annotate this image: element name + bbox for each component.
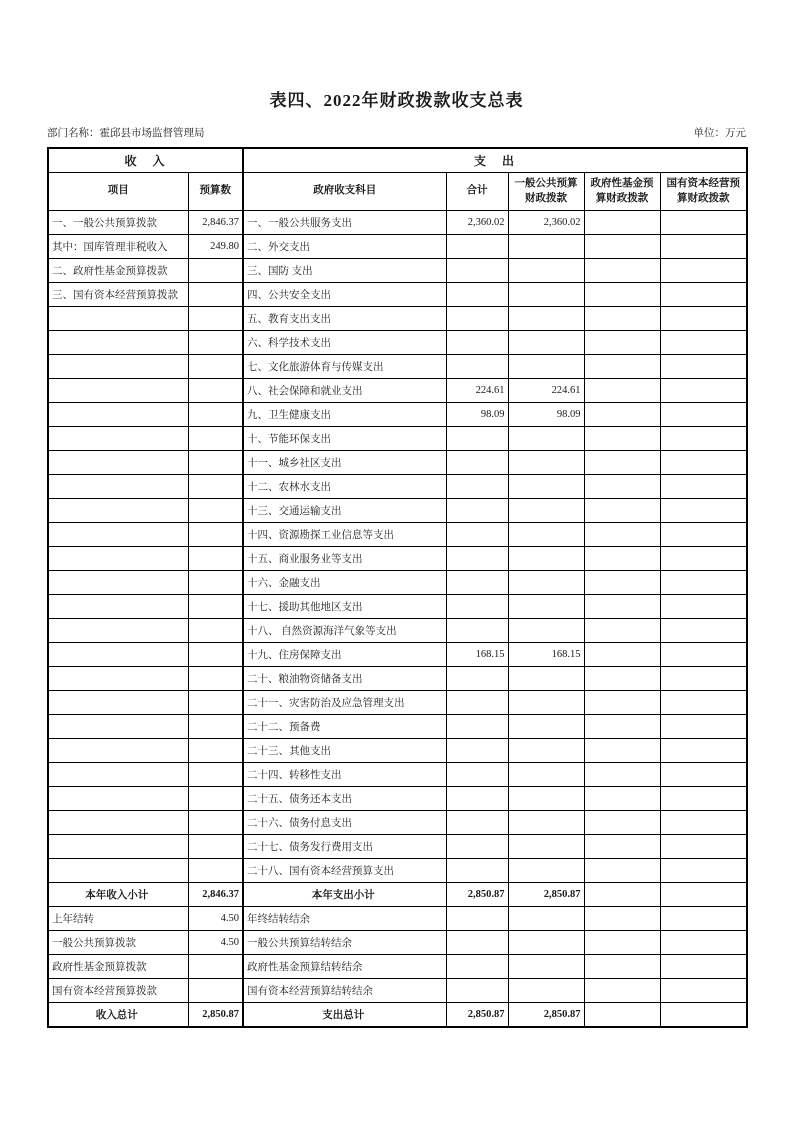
expense-subject-cell: 十八、 自然资源海洋气象等支出 [243,619,446,643]
expense-general-public-cell [508,835,584,859]
expense-general-public-cell [508,859,584,883]
expense-total-cell [446,739,508,763]
income-item-cell [48,787,188,811]
expense-general-public-cell [508,955,584,979]
table-row [48,715,747,739]
expense-government-fund-cell [584,715,660,739]
expense-subject-cell: 七、文化旅游体育与传媒支出 [243,355,446,379]
table-row [48,907,747,931]
expense-subject-cell: 十、节能环保支出 [243,427,446,451]
income-budget-cell [188,643,243,667]
expense-state-capital-cell [660,355,747,379]
expense-total-cell: 224.61 [446,379,508,403]
expense-total-cell [446,835,508,859]
expense-total-cell [446,475,508,499]
expense-total-cell [446,691,508,715]
expense-state-capital-cell [660,979,747,1003]
col-header-general-public-budget: 一般公共预算财政拨款 [508,173,584,211]
expense-total-cell: 2,850.87 [446,883,508,907]
expense-general-public-cell [508,451,584,475]
expense-subject-cell: 十九、住房保障支出 [243,643,446,667]
expense-state-capital-cell [660,571,747,595]
expense-state-capital-cell [660,499,747,523]
expense-state-capital-cell [660,955,747,979]
income-budget-cell [188,259,243,283]
income-budget-cell [188,691,243,715]
expense-section-header: 支 出 [243,148,747,173]
expense-government-fund-cell [584,283,660,307]
table-row [48,667,747,691]
expense-total-cell [446,499,508,523]
income-budget-cell [188,451,243,475]
table-row [48,211,747,235]
expense-total-cell [446,715,508,739]
expense-general-public-cell: 2,360.02 [508,211,584,235]
table-row [48,691,747,715]
expense-total-cell: 2,360.02 [446,211,508,235]
expense-total-cell [446,907,508,931]
income-item-cell [48,811,188,835]
expense-general-public-cell [508,523,584,547]
expense-general-public-cell: 168.15 [508,643,584,667]
expense-general-public-cell [508,739,584,763]
expense-subject-cell: 十四、资源勘探工业信息等支出 [243,523,446,547]
expense-subject-cell: 三、国防 支出 [243,259,446,283]
expense-general-public-cell [508,355,584,379]
expense-state-capital-cell [660,547,747,571]
expense-state-capital-cell [660,667,747,691]
expense-total-cell [446,259,508,283]
expense-general-public-cell: 224.61 [508,379,584,403]
expense-total-cell [446,307,508,331]
income-budget-cell [188,763,243,787]
expense-general-public-cell [508,235,584,259]
expense-subject-cell: 二十、粮油物资储备支出 [243,667,446,691]
income-budget-cell [188,571,243,595]
expense-subject-cell: 十二、农林水支出 [243,475,446,499]
expense-total-cell [446,523,508,547]
expense-government-fund-cell [584,499,660,523]
expense-general-public-cell [508,811,584,835]
expense-government-fund-cell [584,667,660,691]
expense-state-capital-cell [660,811,747,835]
expense-state-capital-cell [660,859,747,883]
income-budget-cell [188,859,243,883]
expense-state-capital-cell [660,907,747,931]
income-budget-cell [188,307,243,331]
expense-state-capital-cell [660,235,747,259]
table-row [48,451,747,475]
table-row [48,427,747,451]
expense-subject-cell: 十五、商业服务业等支出 [243,547,446,571]
income-budget-cell [188,283,243,307]
expense-government-fund-cell [584,763,660,787]
expense-total-cell [446,763,508,787]
expense-government-fund-cell [584,955,660,979]
col-header-state-capital-budget: 国有资本经营预算财政拨款 [660,173,747,211]
expense-government-fund-cell [584,451,660,475]
expense-general-public-cell [508,475,584,499]
expense-subject-cell: 二十二、预备费 [243,715,446,739]
expense-subject-cell: 八、社会保障和就业支出 [243,379,446,403]
income-budget-cell: 2,846.37 [188,883,243,907]
expense-subject-cell: 九、卫生健康支出 [243,403,446,427]
col-header-subject: 政府收支科目 [243,173,446,211]
table-row [48,835,747,859]
income-item-cell [48,739,188,763]
expense-subject-cell: 支出总计 [243,1003,446,1028]
expense-total-cell [446,979,508,1003]
expense-state-capital-cell [660,931,747,955]
col-header-total: 合计 [446,173,508,211]
expense-state-capital-cell [660,595,747,619]
expense-total-cell: 98.09 [446,403,508,427]
expense-general-public-cell [508,787,584,811]
table-row [48,979,747,1003]
income-budget-cell [188,787,243,811]
expense-total-cell: 168.15 [446,643,508,667]
expense-subject-cell: 二、外交支出 [243,235,446,259]
expense-total-cell [446,283,508,307]
expense-state-capital-cell [660,259,747,283]
expense-subject-cell: 二十七、债务发行费用支出 [243,835,446,859]
income-budget-cell [188,331,243,355]
expense-government-fund-cell [584,907,660,931]
expense-general-public-cell [508,427,584,451]
expense-government-fund-cell [584,739,660,763]
income-item-cell [48,571,188,595]
expense-government-fund-cell [584,691,660,715]
table-row [48,235,747,259]
expense-subject-cell: 二十四、转移性支出 [243,763,446,787]
income-budget-cell [188,475,243,499]
expense-government-fund-cell [584,475,660,499]
expense-state-capital-cell [660,331,747,355]
expense-total-cell [446,787,508,811]
expense-state-capital-cell [660,211,747,235]
table-row [48,379,747,403]
expense-total-cell [446,235,508,259]
table-row [48,787,747,811]
income-item-cell: 国有资本经营预算拨款 [48,979,188,1003]
table-header [48,148,747,211]
income-budget-cell [188,955,243,979]
expense-state-capital-cell [660,883,747,907]
table-row [48,307,747,331]
expense-subject-cell: 十七、援助其他地区支出 [243,595,446,619]
expense-government-fund-cell [584,571,660,595]
expense-state-capital-cell [660,475,747,499]
income-item-cell [48,307,188,331]
expense-state-capital-cell [660,379,747,403]
col-header-budget: 预算数 [188,173,243,211]
expense-subject-cell: 十一、城乡社区支出 [243,451,446,475]
income-item-cell: 三、国有资本经营预算拨款 [48,283,188,307]
income-budget-cell: 2,850.87 [188,1003,243,1028]
income-budget-cell [188,739,243,763]
expense-state-capital-cell [660,739,747,763]
income-item-cell [48,595,188,619]
expense-government-fund-cell [584,235,660,259]
expense-general-public-cell [508,931,584,955]
expense-state-capital-cell [660,523,747,547]
expense-subject-cell: 二十六、债务付息支出 [243,811,446,835]
expense-total-cell [446,667,508,691]
income-item-cell [48,475,188,499]
expense-subject-cell: 五、教育支出支出 [243,307,446,331]
table-row [48,619,747,643]
expense-general-public-cell [508,619,584,643]
income-item-cell [48,523,188,547]
expense-state-capital-cell [660,787,747,811]
table-row [48,475,747,499]
expense-subject-cell: 十三、交通运输支出 [243,499,446,523]
income-item-cell [48,691,188,715]
table-row [48,403,747,427]
income-budget-cell [188,499,243,523]
table-row [48,499,747,523]
expense-government-fund-cell [584,259,660,283]
income-budget-cell [188,523,243,547]
expense-total-cell [446,547,508,571]
expense-subject-cell: 二十三、其他支出 [243,739,446,763]
table-row [48,739,747,763]
table-row [48,595,747,619]
table-row [48,883,747,907]
expense-general-public-cell [508,499,584,523]
expense-government-fund-cell [584,523,660,547]
expense-total-cell [446,955,508,979]
income-section-header: 收 入 [48,148,243,173]
expense-government-fund-cell [584,211,660,235]
table-row [48,859,747,883]
income-budget-cell [188,595,243,619]
expense-government-fund-cell [584,595,660,619]
expense-state-capital-cell [660,307,747,331]
table-row [48,763,747,787]
expense-state-capital-cell [660,427,747,451]
table-row [48,811,747,835]
expense-general-public-cell [508,691,584,715]
expense-total-cell [446,931,508,955]
expense-total-cell [446,451,508,475]
table-row [48,331,747,355]
income-item-cell [48,547,188,571]
expense-state-capital-cell [660,403,747,427]
expense-government-fund-cell [584,547,660,571]
unit-label: 单位：万元 [693,128,746,139]
income-budget-cell [188,379,243,403]
expense-state-capital-cell [660,763,747,787]
expense-state-capital-cell [660,835,747,859]
expense-total-cell [446,811,508,835]
expense-state-capital-cell [660,715,747,739]
expense-general-public-cell [508,547,584,571]
expense-subject-cell: 政府性基金预算结转结余 [243,955,446,979]
expense-general-public-cell [508,595,584,619]
expense-government-fund-cell [584,355,660,379]
column-header-row [48,173,747,211]
income-item-cell: 一、一般公共预算拨款 [48,211,188,235]
income-budget-cell [188,547,243,571]
income-budget-cell [188,403,243,427]
income-budget-cell [188,667,243,691]
expense-subject-cell: 年终结转结余 [243,907,446,931]
expense-total-cell [446,331,508,355]
income-budget-cell [188,427,243,451]
expense-subject-cell: 二十八、国有资本经营预算支出 [243,859,446,883]
expense-general-public-cell: 2,850.87 [508,883,584,907]
meta-row [47,127,746,140]
expense-government-fund-cell [584,1003,660,1028]
table-row [48,955,747,979]
expense-general-public-cell [508,907,584,931]
expense-government-fund-cell [584,859,660,883]
expense-government-fund-cell [584,931,660,955]
income-item-cell [48,835,188,859]
expense-general-public-cell [508,571,584,595]
expense-general-public-cell [508,283,584,307]
table-row [48,283,747,307]
income-budget-cell: 4.50 [188,931,243,955]
fiscal-allocation-table [47,147,748,1028]
income-item-cell: 上年结转 [48,907,188,931]
table-row [48,931,747,955]
table-row [48,259,747,283]
expense-total-cell [446,427,508,451]
expense-general-public-cell: 98.09 [508,403,584,427]
income-item-cell: 收入总计 [48,1003,188,1028]
income-budget-cell [188,811,243,835]
expense-government-fund-cell [584,331,660,355]
income-item-cell [48,643,188,667]
expense-government-fund-cell [584,811,660,835]
expense-government-fund-cell [584,379,660,403]
expense-government-fund-cell [584,979,660,1003]
expense-subject-cell: 四、公共安全支出 [243,283,446,307]
expense-state-capital-cell [660,691,747,715]
table-row [48,523,747,547]
table-row [48,1003,747,1028]
expense-total-cell [446,355,508,379]
income-budget-cell [188,835,243,859]
expense-general-public-cell [508,979,584,1003]
income-item-cell: 本年收入小计 [48,883,188,907]
expense-general-public-cell: 2,850.87 [508,1003,584,1028]
expense-subject-cell: 二十五、债务还本支出 [243,787,446,811]
income-item-cell [48,859,188,883]
income-budget-cell [188,715,243,739]
page-title: 表四、2022年财政拨款收支总表 [269,91,524,110]
expense-state-capital-cell [660,643,747,667]
table-row [48,571,747,595]
income-item-cell [48,499,188,523]
expense-state-capital-cell [660,619,747,643]
table-body [48,211,747,1028]
income-budget-cell [188,619,243,643]
expense-subject-cell: 二十一、灾害防治及应急管理支出 [243,691,446,715]
income-item-cell: 其中：国库管理非税收入 [48,235,188,259]
income-budget-cell [188,355,243,379]
expense-subject-cell: 十六、金融支出 [243,571,446,595]
income-item-cell [48,379,188,403]
income-item-cell [48,427,188,451]
income-item-cell [48,403,188,427]
col-header-item: 项目 [48,173,188,211]
table-row [48,547,747,571]
expense-government-fund-cell [584,835,660,859]
income-item-cell [48,715,188,739]
income-item-cell: 一般公共预算拨款 [48,931,188,955]
income-budget-cell: 4.50 [188,907,243,931]
table-row [48,355,747,379]
expense-subject-cell: 一般公共预算结转结余 [243,931,446,955]
income-budget-cell: 2,846.37 [188,211,243,235]
expense-government-fund-cell [584,403,660,427]
income-budget-cell: 249.80 [188,235,243,259]
expense-government-fund-cell [584,307,660,331]
income-item-cell [48,763,188,787]
expense-general-public-cell [508,715,584,739]
income-item-cell [48,355,188,379]
expense-government-fund-cell [584,643,660,667]
expense-state-capital-cell [660,451,747,475]
expense-total-cell [446,859,508,883]
expense-general-public-cell [508,307,584,331]
expense-total-cell: 2,850.87 [446,1003,508,1028]
department-name: 部门名称：霍邱县市场监督管理局 [47,128,205,139]
income-item-cell: 政府性基金预算拨款 [48,955,188,979]
income-budget-cell [188,979,243,1003]
expense-subject-cell: 本年支出小计 [243,883,446,907]
expense-government-fund-cell [584,619,660,643]
expense-general-public-cell [508,763,584,787]
expense-government-fund-cell [584,427,660,451]
income-item-cell [48,667,188,691]
section-header-row [48,148,747,173]
income-item-cell [48,619,188,643]
income-item-cell [48,451,188,475]
expense-subject-cell: 国有资本经营预算结转结余 [243,979,446,1003]
expense-subject-cell: 六、科学技术支出 [243,331,446,355]
income-item-cell: 二、政府性基金预算拨款 [48,259,188,283]
expense-total-cell [446,571,508,595]
expense-general-public-cell [508,259,584,283]
col-header-government-fund-budget: 政府性基金预算财政拨款 [584,173,660,211]
expense-state-capital-cell [660,1003,747,1028]
income-item-cell [48,331,188,355]
expense-government-fund-cell [584,883,660,907]
expense-total-cell [446,619,508,643]
expense-total-cell [446,595,508,619]
expense-subject-cell: 一、一般公共服务支出 [243,211,446,235]
expense-state-capital-cell [660,283,747,307]
expense-government-fund-cell [584,787,660,811]
table-row [48,643,747,667]
expense-general-public-cell [508,667,584,691]
expense-general-public-cell [508,331,584,355]
